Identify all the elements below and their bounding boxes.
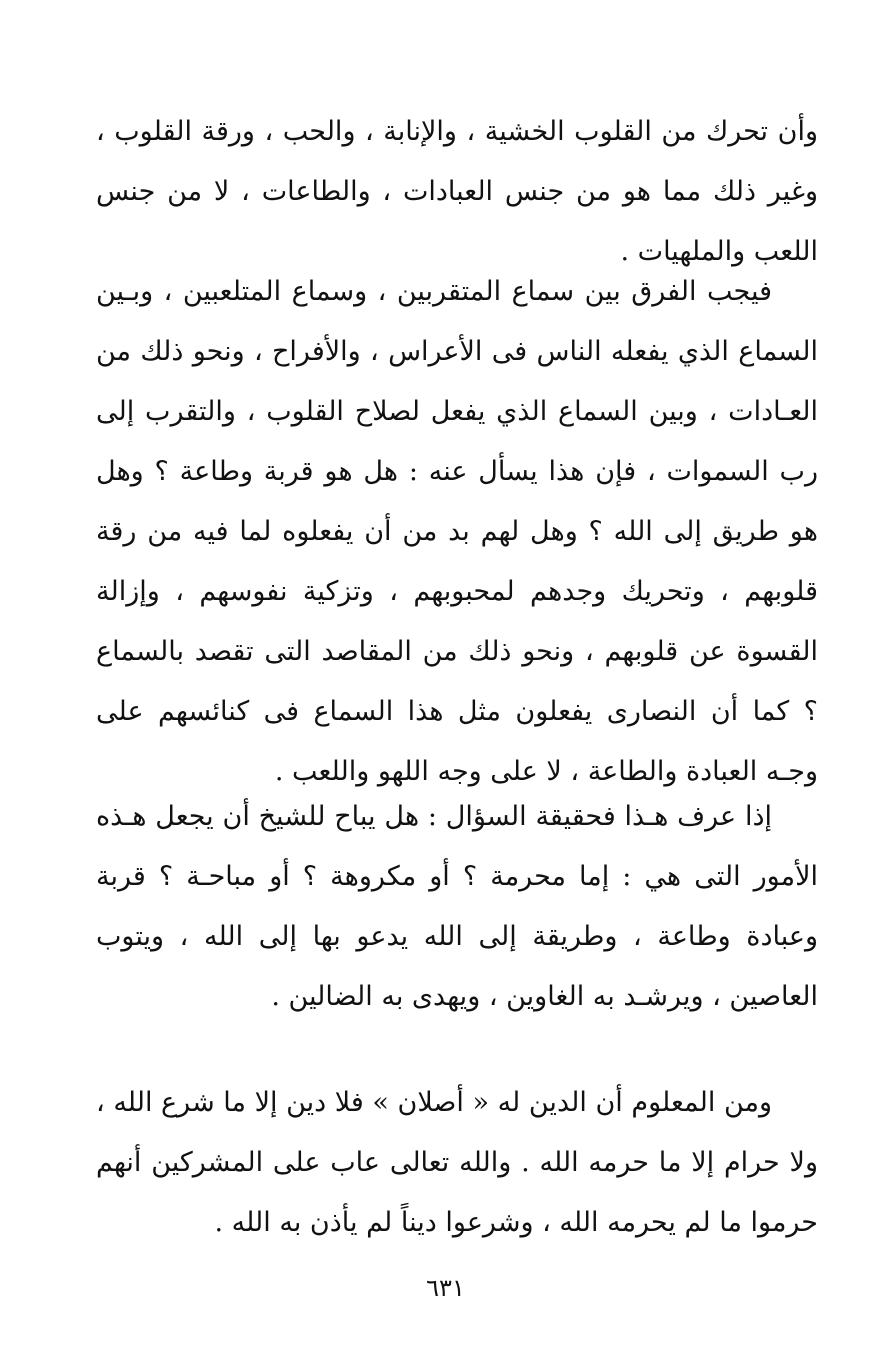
page-number: ٦٣١ [426,1274,465,1302]
paragraph-1: وأن تحرك من القلوب الخشية ، والإنابة ، والحب ، ورقة القلوب ، وغير ذلك مما هو من جنس العبادات ، والطاعات ، لا من جنس اللعب والملهيات . [96,116,818,267]
paragraph-2: فيجب الفرق بين سماع المتقربين ، وسماع المتلعبين ، وبـين السماع الذي يفعله الناس فى الأعراس ، والأفراح ، ونحو ذلك من العـادات ، وبين السماع الذي يفعل لصلاح القلوب ، والتقرب إلى رب السموات ، فإن هذا يسأل عنه : هل هو قربة وطاعة ؟ وهل هو طريق إلى الله ؟ وهل لهم بد من أن يفعلوه لما فيه من رقة قلوبهم ، وتحريك وجدهم لمحبوبهم ، وتزكية نفوسهم ، وإزالة القسوة عن قلوبهم ، ونحو ذلك من المقاصد التى تقصد بالسماع ؟ كما أن النصارى يفعلون مثل هذا السماع فى كنائسهم على وجـه العبادة والطاعة ، لا على وجه اللهو واللعب . [96,276,818,787]
paragraph-3: إذا عرف هـذا فحقيقة السؤال : هل يباح للشيخ أن يجعل هـذه الأمور التى هي : إما محرمة ؟ أو مكروهة ؟ أو مباحـة ؟ قربة وعبادة وطاعة ، وطريقة إلى الله يدعو بها إلى الله ، ويتوب العاصين ، ويرشـد به الغاوين ، ويهدى به الضالين . [96,801,818,1012]
paragraph-4: ومن المعلوم أن الدين له « أصلان » فلا دين إلا ما شرع الله ، ولا حرام إلا ما حرمه الله . والله تعالى عاب على المشركين أنهم حرموا ما لم يحرمه الله ، وشرعوا ديناً لم يأذن به الله . [96,1087,818,1238]
